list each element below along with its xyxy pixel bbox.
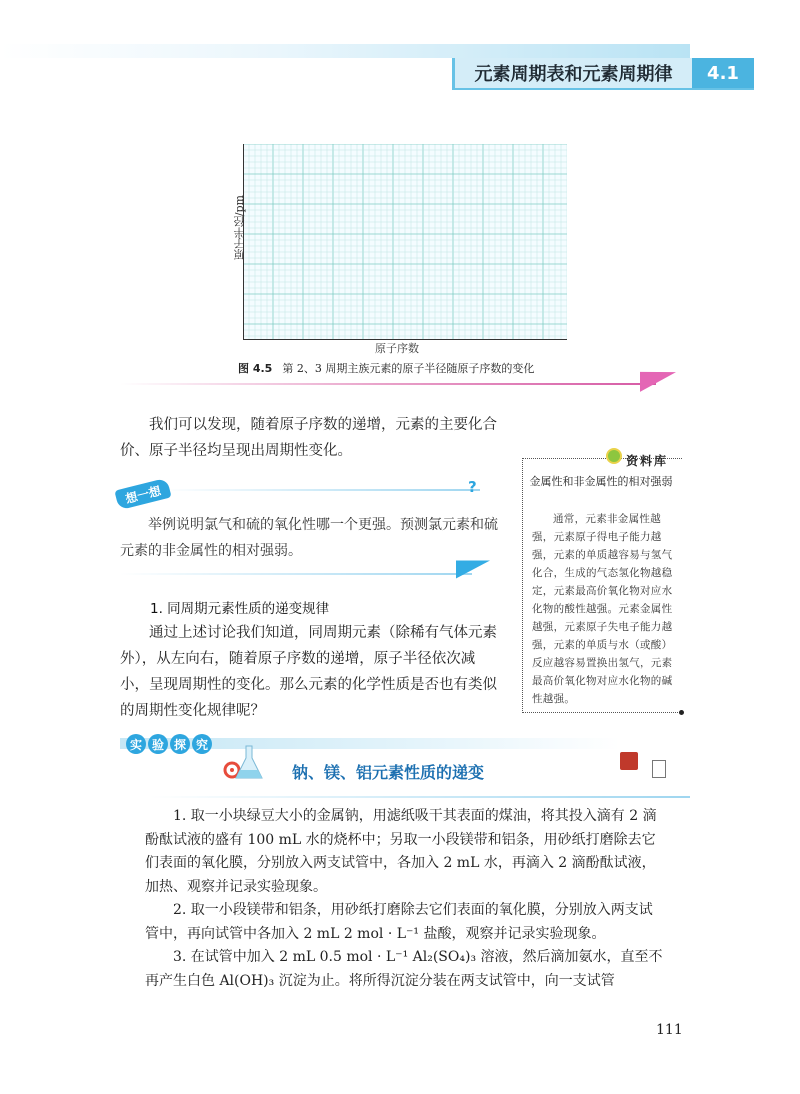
figure-number: 图 4.5 bbox=[238, 362, 273, 375]
experiment-step: 3. 在试管中加入 2 mL 0.5 mol · L⁻¹ Al₂(SO₄)₃ 溶液，然后滴加氨水，直至不再产生白色 Al(OH)₃ 沉淀为止。将所得沉淀分装在两支试管中，向一支试管 bbox=[145, 949, 663, 989]
chapter-title: 元素周期表和元素周期律 bbox=[452, 58, 692, 88]
figure-caption-text: 第 2、3 周期主族元素的原子半径随原子序数的变化 bbox=[282, 362, 535, 375]
flask-red-icon bbox=[620, 752, 638, 770]
experiment-badge-char: 验 bbox=[148, 734, 168, 754]
paragraph-1: 我们可以发现，随着原子序数的递增，元素的主要化合价、原子半径均呈现出周期性变化。 bbox=[120, 417, 497, 459]
caption-arrow-icon bbox=[640, 362, 676, 392]
experiment-badge-char: 实 bbox=[126, 734, 146, 754]
grid-chart bbox=[243, 144, 567, 340]
think-top-line bbox=[160, 489, 480, 491]
chart-y-axis-label: 原子半径/pm bbox=[233, 195, 246, 261]
think-bottom-line bbox=[120, 573, 472, 575]
header-gradient-band bbox=[0, 44, 690, 58]
experiment-steps bbox=[145, 805, 665, 993]
section-text: 通过上述讨论我们知道，同周期元素（除稀有气体元素外），从左向右，随着原子序数的递增，原子半径依次减小，呈现周期性的变化。那么元素的化学性质是否也有类似的周期性变化规律呢？ bbox=[120, 625, 497, 719]
caption-divider bbox=[120, 383, 656, 385]
sidebar-end-dot bbox=[679, 710, 684, 715]
sidebar-label: 资料库 bbox=[626, 454, 669, 468]
chart-x-axis-label: 原子序数 bbox=[375, 342, 419, 355]
experiment-title: 钠、镁、铝元素性质的递变 bbox=[292, 763, 485, 782]
sidebar-text: 通常，元素非金属性越强，元素原子得电子能力越强，元素的单质越容易与氢气化合，生成的气态氢化物越稳定，元素最高价氧化物对应水化物的酸性越强。元素金属性越强，元素原子失电子能力越强，元素的单质与水（或酸）反应越容易置换出氢气，元素最高价氧化物对应水化物的碱性越强。 bbox=[532, 513, 673, 705]
experiment-badge-char: 探 bbox=[170, 734, 190, 754]
think-badge: 想一想 bbox=[114, 478, 171, 510]
figure-caption bbox=[238, 360, 534, 376]
section-title: 1. 同周期元素性质的递变规律 bbox=[150, 601, 330, 617]
tube-icon bbox=[652, 760, 666, 778]
experiment-badge-char: 究 bbox=[192, 734, 212, 754]
section-number: 4.1 bbox=[692, 58, 754, 88]
question-icon: ? bbox=[468, 478, 477, 496]
globe-icon bbox=[606, 448, 622, 464]
think-text: 举例说明氯气和硫的氧化性哪一个更强。预测氯元素和硫元素的非金属性的相对强弱。 bbox=[120, 517, 498, 559]
sidebar-heading: 金属性和非金属性的相对强弱 bbox=[529, 475, 673, 488]
header-underline bbox=[452, 88, 754, 90]
experiment-divider bbox=[150, 796, 690, 798]
page-number: 111 bbox=[656, 1022, 683, 1038]
flask-icon bbox=[222, 740, 268, 784]
experiment-badge bbox=[126, 734, 212, 754]
experiment-step: 2. 取一小段镁带和铝条，用砂纸打磨除去它们表面的氧化膜，分别放入两支试管中，再向试管中各加入 2 mL 2 mol · L⁻¹ 盐酸，观察并记录实验现象。 bbox=[145, 902, 653, 942]
experiment-step: 1. 取一小块绿豆大小的金属钠，用滤纸吸干其表面的煤油，将其投入滴有 2 滴酚酞试液的盛有 100 mL 水的烧杯中；另取一小段镁带和铝条，用砂纸打磨除去它们表面的氧化膜，分别放入两支试管中，各加入 2 mL 水，再滴入 2 滴酚酞试液，加热、观察并记录实验现象。 bbox=[145, 808, 657, 895]
